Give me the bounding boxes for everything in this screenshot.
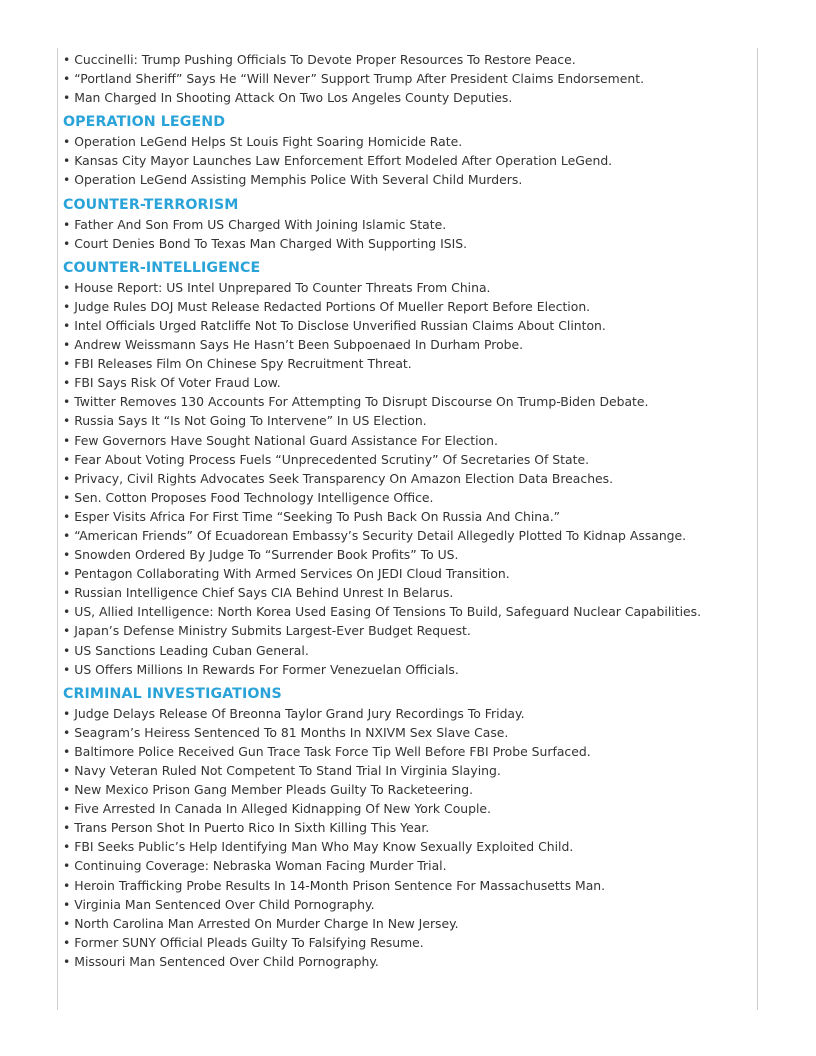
right-border-rule <box>757 48 758 1010</box>
list-item: • Missouri Man Sentenced Over Child Pornography. <box>63 953 379 969</box>
list-item: • Court Denies Bond To Texas Man Charged With Supporting ISIS. <box>63 235 468 251</box>
news-content <box>63 50 753 971</box>
list-item: • North Carolina Man Arrested On Murder Charge In New Jersey. <box>63 915 459 931</box>
list-item: • Russia Says It “Is Not Going To Intervene” In US Election. <box>63 413 427 429</box>
list-item: • Judge Delays Release Of Breonna Taylor Grand Jury Recordings To Friday. <box>63 705 525 721</box>
section-counter-intelligence <box>63 259 753 679</box>
list-item: • Judge Rules DOJ Must Release Redacted Portions Of Mueller Report Before Election. <box>63 298 591 314</box>
list-item: • Heroin Trafficking Probe Results In 14-Month Prison Sentence For Massachusetts Man. <box>63 877 606 893</box>
list-item: • Sen. Cotton Proposes Food Technology Intelligence Office. <box>63 489 434 505</box>
section-criminal-investigations <box>63 685 753 971</box>
list-item: • Pentagon Collaborating With Armed Services On JEDI Cloud Transition. <box>63 566 510 582</box>
list-item: • US, Allied Intelligence: North Korea Used Easing Of Tensions To Build, Safeguard Nuclear Capabilities. <box>63 604 702 620</box>
list-item: • Seagram’s Heiress Sentenced To 81 Months In NXIVM Sex Slave Case. <box>63 724 509 740</box>
list-item: • FBI Says Risk Of Voter Fraud Low. <box>63 375 281 391</box>
list-item: • “American Friends” Of Ecuadorean Embassy’s Security Detail Allegedly Plotted To Kidnap Assange. <box>63 527 687 543</box>
list-item: • Kansas City Mayor Launches Law Enforcement Effort Modeled After Operation LeGend. <box>63 153 613 169</box>
list-item: • FBI Releases Film On Chinese Spy Recruitment Threat. <box>63 356 412 372</box>
list-item: • Operation LeGend Assisting Memphis Police With Several Child Murders. <box>63 172 523 188</box>
list-item: • Navy Veteran Ruled Not Competent To Stand Trial In Virginia Slaying. <box>63 763 501 778</box>
intro-list <box>63 50 753 107</box>
list-item: • Andrew Weissmann Says He Hasn’t Been Subpoenaed In Durham Probe. <box>63 337 524 353</box>
list-item: • US Sanctions Leading Cuban General. <box>63 642 309 658</box>
list-item: • US Offers Millions In Rewards For Former Venezuelan Officials. <box>63 661 459 677</box>
list-item: • FBI Seeks Public’s Help Identifying Man Who May Know Sexually Exploited Child. <box>63 839 574 855</box>
list-item: • Virginia Man Sentenced Over Child Pornography. <box>63 896 375 912</box>
list-item: • New Mexico Prison Gang Member Pleads Guilty To Racketeering. <box>63 782 474 798</box>
list-item: • Intel Officials Urged Ratcliffe Not To Disclose Unverified Russian Claims About Clinton. <box>63 317 606 333</box>
list-item: • Baltimore Police Received Gun Trace Task Force Tip Well Before FBI Probe Surfaced. <box>63 743 591 759</box>
list-item: • Russian Intelligence Chief Says CIA Behind Unrest In Belarus. <box>63 585 454 601</box>
list-item: • Trans Person Shot In Puerto Rico In Sixth Killing This Year. <box>63 820 430 836</box>
list-item: • Father And Son From US Charged With Joining Islamic State. <box>63 216 447 232</box>
list-item: • Japan’s Defense Ministry Submits Largest-Ever Budget Request. <box>63 623 471 639</box>
section-heading: OPERATION LEGEND <box>63 114 226 131</box>
left-border-rule <box>57 48 58 1010</box>
section-heading: COUNTER-INTELLIGENCE <box>63 259 261 276</box>
list-item: • Snowden Ordered By Judge To “Surrender Book Profits” To US. <box>63 547 459 563</box>
list-item: • Continuing Coverage: Nebraska Woman Facing Murder Trial. <box>63 858 447 874</box>
list-item: • Operation LeGend Helps St Louis Fight Soaring Homicide Rate. <box>63 134 463 150</box>
list-item: • House Report: US Intel Unprepared To Counter Threats From China. <box>63 279 491 295</box>
list-item: • Twitter Removes 130 Accounts For Attempting To Disrupt Discourse On Trump-Biden Debate. <box>63 394 649 410</box>
list-item: • Esper Visits Africa For First Time “Seeking To Push Back On Russia And China.” <box>63 508 561 524</box>
section-heading: CRIMINAL INVESTIGATIONS <box>63 685 282 702</box>
section-counter-terrorism <box>63 196 753 253</box>
list-item: • Cuccinelli: Trump Pushing Officials To Devote Proper Resources To Restore Peace. <box>63 52 576 67</box>
section-operation-legend <box>63 113 753 189</box>
list-item: • Fear About Voting Process Fuels “Unprecedented Scrutiny” Of Secretaries Of State. <box>63 451 590 467</box>
list-item: • Former SUNY Official Pleads Guilty To Falsifying Resume. <box>63 934 424 950</box>
list-item: • Privacy, Civil Rights Advocates Seek Transparency On Amazon Election Data Breaches. <box>63 470 614 486</box>
list-item: • Man Charged In Shooting Attack On Two Los Angeles County Deputies. <box>63 90 513 106</box>
section-heading: COUNTER-TERRORISM <box>63 196 239 213</box>
list-item: • Few Governors Have Sought National Guard Assistance For Election. <box>63 432 498 448</box>
list-item: • “Portland Sheriff” Says He “Will Never” Support Trump After President Claims Endorsement. <box>63 71 645 87</box>
list-item: • Five Arrested In Canada In Alleged Kidnapping Of New York Couple. <box>63 801 491 817</box>
